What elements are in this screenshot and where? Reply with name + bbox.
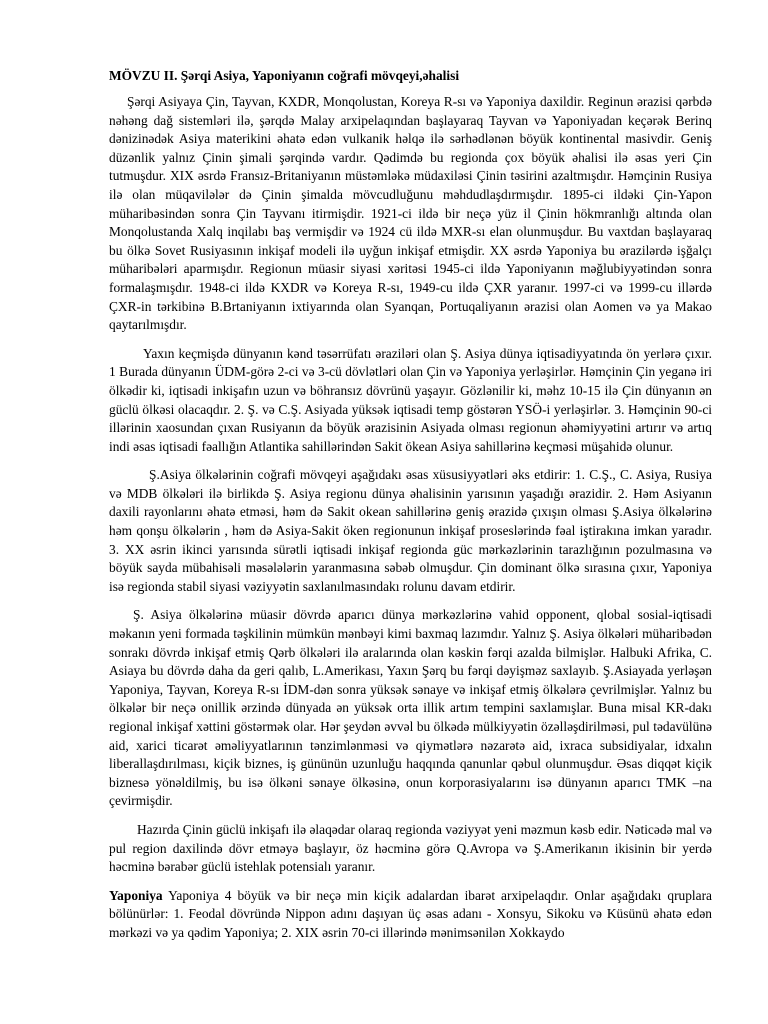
paragraph-3: Ş.Asiya ölkələrinin coğrafi mövqeyi aşağıdakı əsas xüsusiyyətləri əks etdirir: 1. C.Ş., C. Asiya, Rusiya və MDB ölkələri ilə birlikdə Ş. Asiya regionu dünya əhalisinin yarısının yaşadığı ərazidir. 2. Həm Asiyanın daxili rayonlarını əhatə etməsi, həm də Sakit okean sahillərinə geniş ərazidə çıxışın olması Ş.Asiya ölkələrinə həm qonşu ölkələrin , həm də Asiya-Sakit öken regionunun inkişaf proseslərində fəal iştirakına imkan yaradır. 3. XX əsrin ikinci yarısında sürətli iqtisadi inkişaf regionda güc mərkəzlərinin tarazlığının pozulmasına və böyük sayda mübahisəli məsələlərin yaranmasına səbəb olmuşdur. Çin dominant ölkə sırasına çıxır, Yaponiya isə regionda stabil siyasi vəziyyətin saxlanılmasındakı rolunu davam etdirir. xyxy=(109,467,712,594)
paragraph-2: Yaxın keçmişdə dünyanın kənd təsərrüfatı əraziləri olan Ş. Asiya dünya iqtisadiyyatında ön yerlərə çıxır. 1 Burada dünyanın ÜDM-görə 2-ci və 3-cü dövlətləri olan Çin və Yaponiya yerləşirlər. Həmçinin Çin yeganə iri ölkədir ki, iqtisadi inkişafın uzun və böhransız dövrünü yaşayır. Gözlənilir ki, məhz 10-15 ilə Çin dünyanın ən güclü ölkəsi olacaqdır. 2. Ş. və C.Ş. Asiyada yüksək iqtisadi temp göstərən YSÖ-i yerləşirlər. 3. Həmçinin 90-ci illərinin xaosundan çıxan Rusiyanın da böyük ərazisinin Asiyada olması regionun əhəmiyyətini artırır və artıq indi əsas iqtisadi fəallığın Atlantika sahillərindən Sakit ökean Asiya sahillərinə keçməsi müşahidə olunur. xyxy=(109,345,712,454)
paragraph-6-text: Yaponiya 4 böyük və bir neçə min kiçik adalardan ibarət arxipelaqdır. Onlar aşağıdakı qruplara bölünürlər: 1. Feodal dövründə Nippon adını daşıyan üç əsas adanı - Xonsyu, Sikoku və Küsünü əhatə edən mərkəzi və ya qədim Yaponiya; 2. XIX əsrin 70-ci illərində mənimsənilən Xokkaydo xyxy=(109,887,712,940)
paragraph-5: Hazırda Çinin güclü inkişafı ilə əlaqədar olaraq regionda vəziyyət yeni məzmun kəsb edir. Nəticədə mal və pul region daxilində dövr etməyə başlayır, öz həcminə görə Q.Avropa və Ş.Amerikanın ikisinin bir yerdə həcminə bərabər güclü istehlak potensialı yaranır. xyxy=(109,821,712,875)
paragraph-6 xyxy=(109,887,712,943)
paragraph-1: Şərqi Asiyaya Çin, Tayvan, KXDR, Monqolustan, Koreya R-sı və Yaponiya daxildir. Reginun ərazisi qərbdə nəhəng dağ sistemləri ilə, şərqdə Malay arxipelaqından başlayaraq Tayvan və Yaponiyadan keçərək Berinq dənizinədək Asiya materikini əhatə edən vulkanik həlqə ilə sərhədlənən böyük kontinental masivdir. Geniş düzənlik yalnız Çinin şimali şərqində vardır. Qədimdə bu regionda çox böyük əhalisi ilə əsas yeri Çin tutmuşdur. XIX əsrdə Fransız-Britaniyanın müstəmləkə müdaxiləsi Çinin təsirini azaltmışdır. Həmçinin Rusiya ilə olan müqavilələr də Çinin şimalda mövcudluğunu məhdudlaşdırmışdır. 1895-ci ildəki Çin-Yapon müharibəsindən sonra Çin Tayvanı itirmişdir. 1921-ci ildə bir neçə yüz il Çinin hökmranlığı altında olan Monqolustanda Xalq inqilabı baş vermişdir və 1924 cü ildə MXR-sı elan olunmuşdur. Bu vaxtdan başlayaraq bu ölkə Sovet Rusiyasının inkişaf modeli ilə uyğun inkişaf etmişdir. XX əsrdə Yaponiya bu ərazilərdə işğalçı müharibələri aparmışdır. Regionun müasir siyasi xəritəsi 1945-ci ildə Yaponiyanın məğlubiyyətindən sonra formalaşmışdır. 1948-ci ildə KXDR və Koreya R-sı, 1949-cu ildə ÇXR yaranır. 1997-ci və 1999-cu illərdə ÇXR-in tərkibinə B.Brtaniyanın ixtiyarında olan Syanqan, Portuqaliyanın ərazisi olan Aomen və ya Makao qaytarılmışdır. xyxy=(109,94,712,333)
document-title: MÖVZU II. Şərqi Asiya, Yaponiyanın coğrafi mövqeyi,əhalisi xyxy=(109,68,460,83)
paragraph-4: Ş. Asiya ölkələrinə müasir dövrdə aparıcı dünya mərkəzlərinə vahid opponent, qlobal sosial-iqtisadi məkanın yeni formada təşkilinin mümkün mənbəyi kimi baxmaq lazımdır. Yalnız Ş. Asiya ölkələri müharibədən sonrakı dövrdə inkişaf etmiş Qərb ölkələri ilə aralarında olan kəskin fərqi azalda bilmişlər. Halbuki Afrika, C. Asiaya bu dövrdə daha da geri qalıb, L.Amerikası, Yaxın Şərq bu fərqi dəyişməz saxlayıb. Ş.Asiayada yerləşən Yaponiya, Tayvan, Koreya R-sı İDM-dən sonra yüksək sənaye və inkişaf etmiş ölkələrə çevrilmişlər. Yalnız bu ölkələr bir neçə onillik ərzində dünyada ən yüksək orta illik artım tempini saxlamışlar. Buna misal KR-dakı regional inkişaf xəttini göstərmək olar. Hər şeydən əvvəl bu ölkədə mülkiyyətin özəlləşdirilməsi, pul tədavülünə aid, xarici ticarət əməliyyatlarının tənzimlənməsi və qiymətlərə nəzarətə aid, ixraca subsidiyalar, idxalın liberallaşdırılması, kiçik biznes, iş gününün uzunluğu haqqında qanunlar qəbul olunmuşdur. Əsas diqqət kiçik biznesə yönəldilmiş, bu isə ölkəni sənaye ölkəsinə, onun korporasiyalarını isə dünyanın aparıcı TMK –na çevirmişdir. xyxy=(109,607,712,809)
paragraph-lead-term: Yaponiya xyxy=(109,887,163,903)
